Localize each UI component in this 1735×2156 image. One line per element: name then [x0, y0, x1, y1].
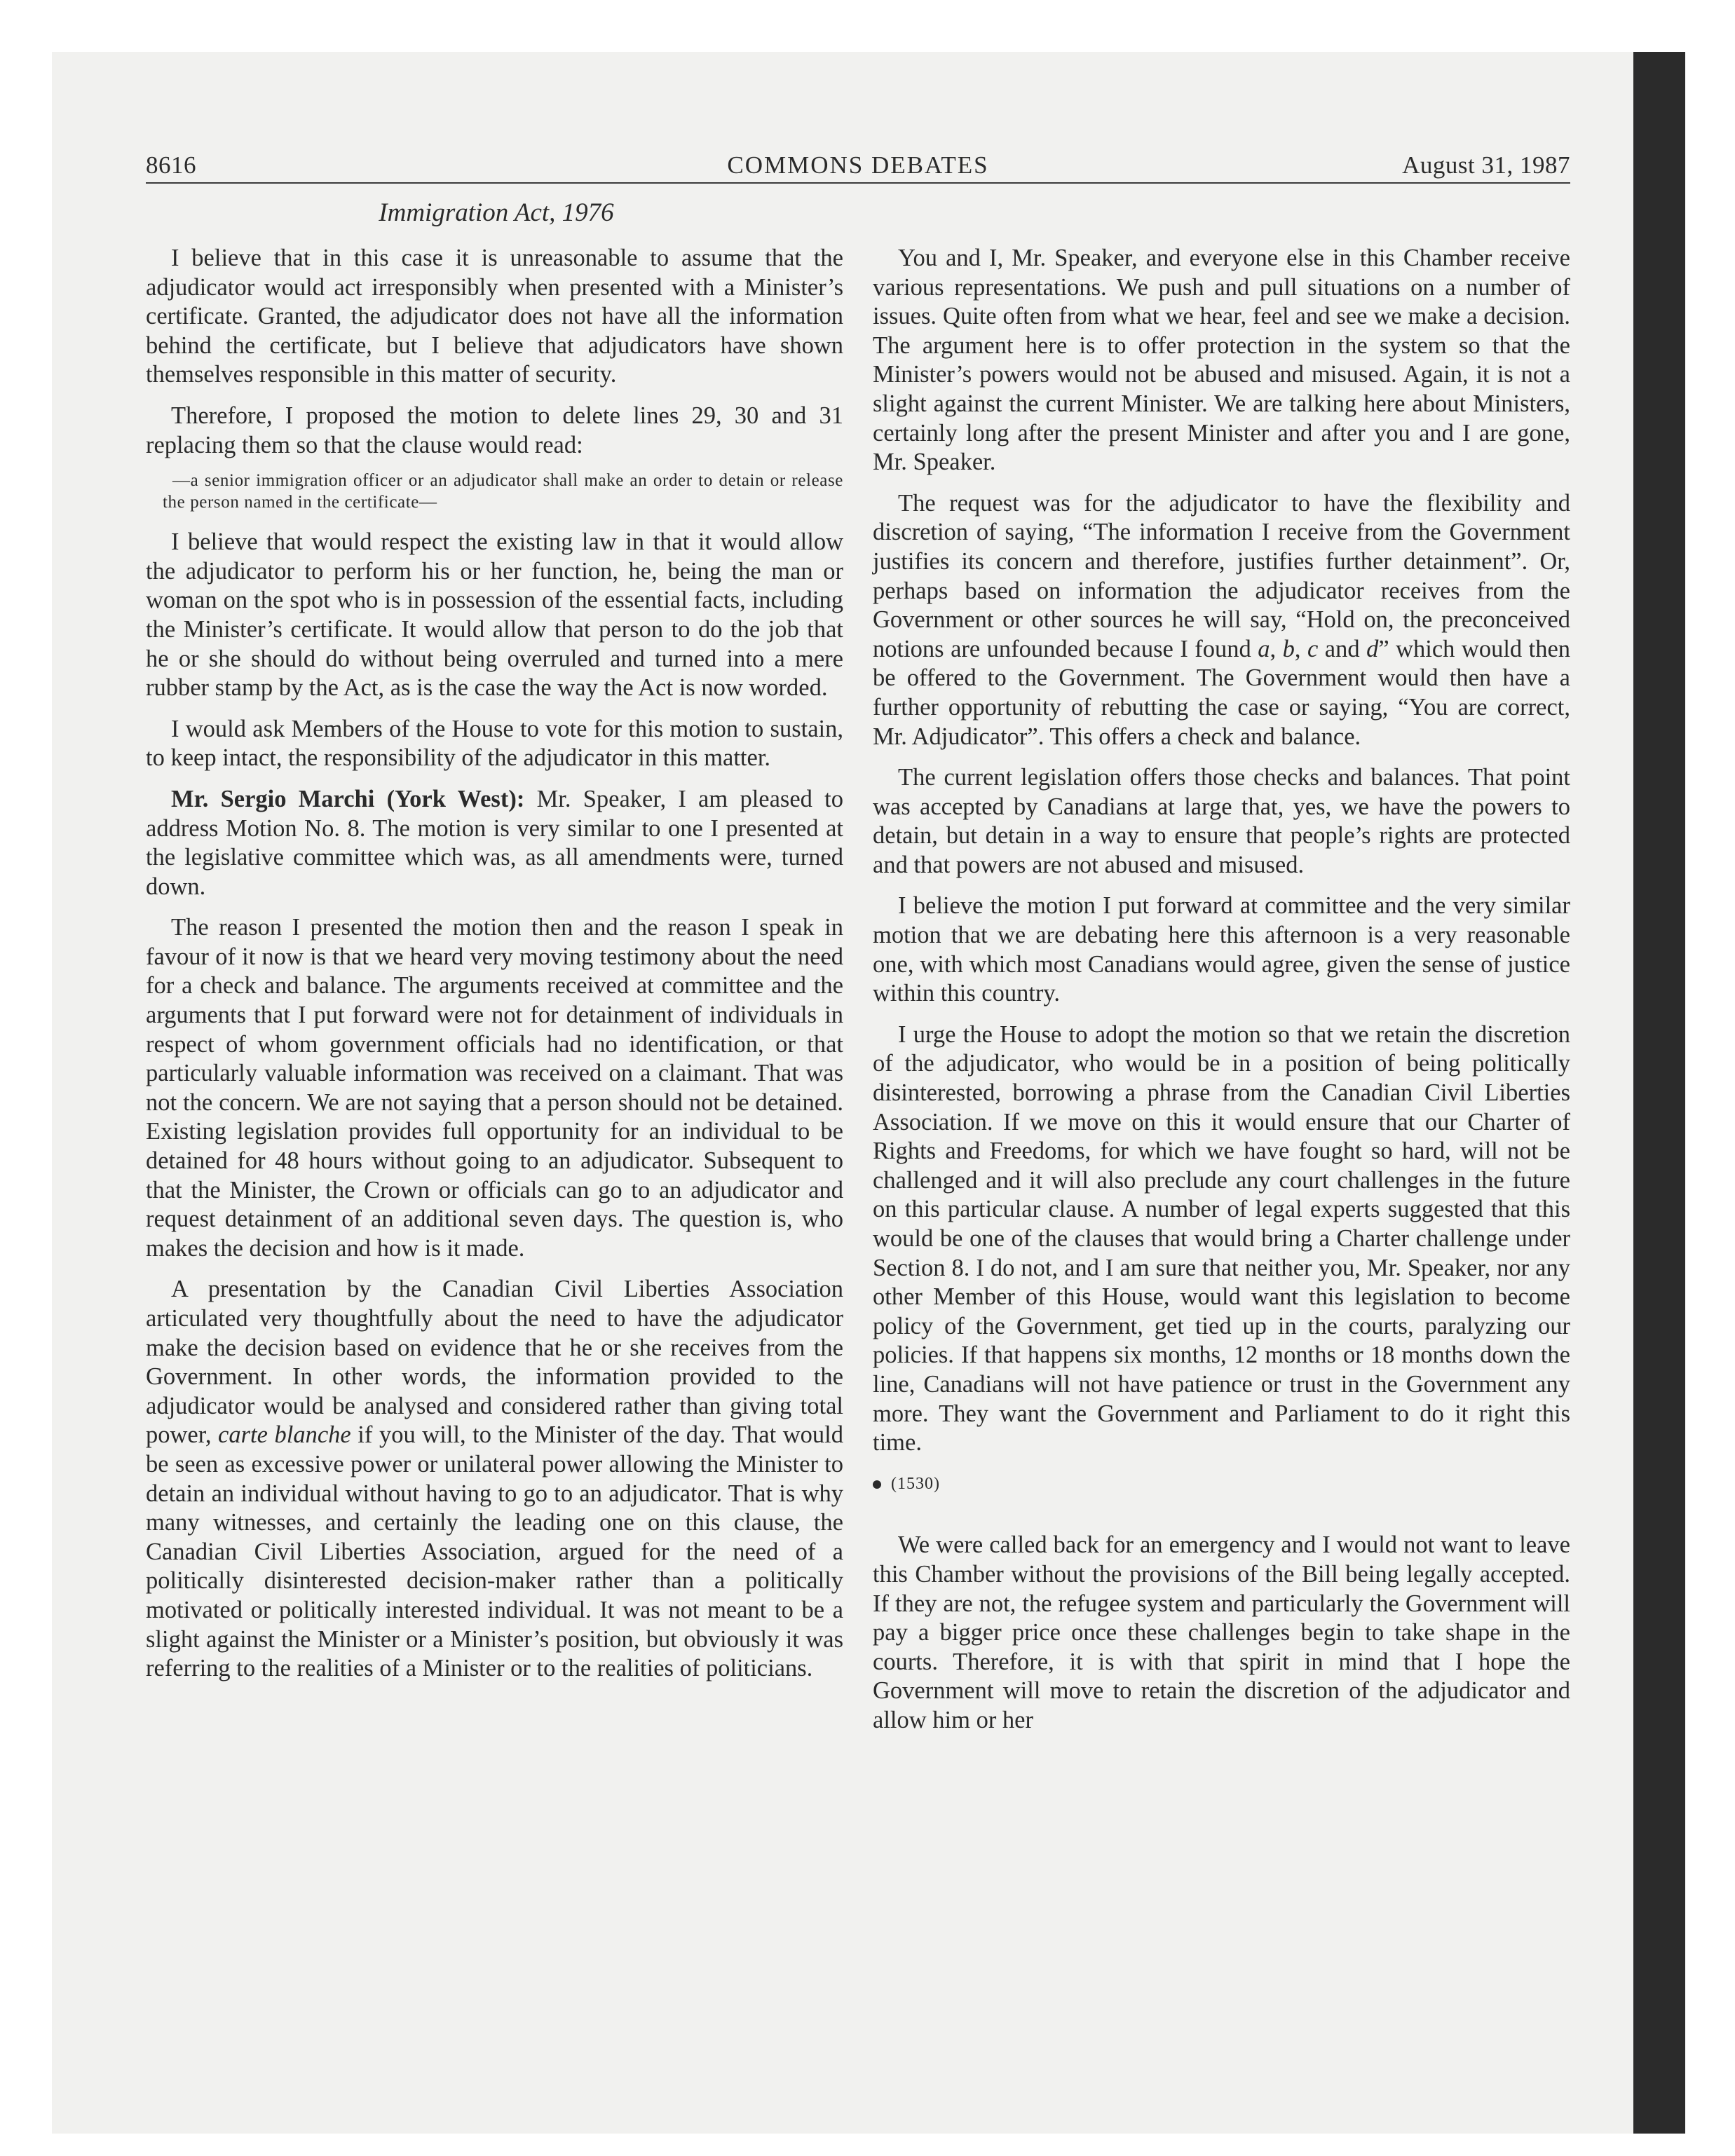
scan-edge-bar [1633, 52, 1685, 2134]
italic-letter: b [1282, 635, 1295, 662]
speech-text: Mr. Speaker, I am pleased to address Motion No. 8. The motion is very similar to one I presented at the legislative committee which was, as all amendments were, turned down. [146, 785, 843, 900]
paragraph: Therefore, I proposed the motion to delete lines 29, 30 and 31 replacing them so that the clause would read: [146, 402, 843, 458]
text-run: , [1294, 635, 1307, 662]
text-run: A presentation by the Canadian Civil Liberties Association articulated very thoughtfully about the need to have the adjudicator make the decision based on evidence that he or she receives from the Government. In other words, the information provided to the adjudicator would be analysed and considered rather than giving total power, [146, 1276, 843, 1449]
paragraph [146, 785, 843, 901]
time-marker [873, 1470, 1570, 1499]
italic-term: carte blanche [218, 1421, 351, 1449]
bullet-icon [873, 1480, 881, 1489]
journal-title: COMMONS DEBATES [727, 151, 989, 179]
paragraph: I believe the motion I put forward at committee and the very similar motion that we are debating here this afternoon is a very reasonable one, with which most Canadians would agree, given the sense of justice within this country. [873, 892, 1570, 1007]
running-title: Immigration Act, 1976 [379, 198, 614, 227]
paragraph [146, 1275, 843, 1683]
paragraph: The reason I presented the motion then and the reason I speak in favour of it now is that we heard very moving testimony about the need for a check and balance. The arguments received at committee and the arguments that I put forward were not for detainment of individuals in respect of whom government officials had no identification, or that particularly valuable information was received on a claimant. That was not the concern. We are not saying that a person should not be detained. Existing legislation provides full opportunity for an individual to be detained for 48 hours without going to an adjudicator. Subsequent to that the Minister, the Crown or officials can go to an adjudicator and request detainment of an additional seven days. The question is, who makes the decision and how is it made. [146, 914, 843, 1262]
paragraph: I urge the House to adopt the motion so that we retain the discretion of the adjudicator, who would be in a position of being politically disinterested, borrowing a phrase from the Canadian Civil Liberties Association. If we move on this it would ensure that our Charter of Rights and Freedoms, for which we have fought so hard, will not be challenged and it will also preclude any court challenges in the future on this particular clause. A number of legal experts suggested that this would be one of the clauses that would bring a Charter challenge under Section 8. I do not, and I am sure that neither you, Mr. Speaker, nor any other Member of this House, would want this legislation to become policy of the Government, get tied up in the courts, paralyzing our policies. If that happens six months, 12 months or 18 months down the line, Canadians will not have patience or trust in the Government any more. They want the Government and Parliament to do it right this time. [873, 1021, 1570, 1456]
right-column [873, 244, 1570, 1747]
text-run: The request was for the adjudicator to have the flexibility and discretion of saying, “The information I receive from the Government justifies its concern and therefore, justifies further detainment”. Or, perhaps based on information the adjudicator receives from the Government or other sources he will say, “Hold on, the preconceived notions are unfounded because I found [873, 489, 1570, 662]
page-number: 8616 [146, 151, 196, 179]
text-run: if you will, to the Minister of the day. That would be seen as excessive power or unilateral power allowing the Minister to detain an individual without having to go to an adjudicator. That is why many witnesses, and certainly the leading one on this clause, the Canadian Civil Liberties Association, argued for the need of a politically disinterested decision-maker rather than a politically motivated or politically interested individual. It was not meant to be a slight against the Minister or a Minister’s position, but obviously it was referring to the realities of a Minister or to the realities of politicians. [146, 1421, 843, 1682]
paragraph: We were called back for an emergency and I would not want to leave this Chamber without the provisions of the Bill being legally accepted. If they are not, the refugee system and particularly the Government will pay a bigger price once these challenges begin to take shape in the courts. Therefore, it is with that spirit in mind that I hope the Government will move to retain the discretion of the adjudicator and allow him or her [873, 1531, 1570, 1733]
time-marker-label: (1530) [891, 1474, 940, 1493]
text-run: and [1318, 635, 1367, 662]
quoted-clause: —a senior immigration officer or an adjudicator shall make an order to detain or release the person named in the certificate— [163, 471, 843, 512]
italic-letter: c [1307, 635, 1319, 662]
paragraph [873, 489, 1570, 751]
header-date: August 31, 1987 [1402, 151, 1570, 179]
left-column [146, 244, 843, 1696]
speaker-name: Mr. Sergio Marchi (York West): [171, 785, 525, 812]
italic-letter: d [1366, 635, 1379, 662]
page-header [146, 146, 1570, 184]
paragraph: You and I, Mr. Speaker, and everyone else in this Chamber receive various representations. We push and pull situations on a number of issues. Quite often from what we hear, feel and see we make a decision. The argument here is to offer protection in the system so that the Minister’s powers would not be abused and misused. Again, it is not a slight against the current Minister. We are talking here about Ministers, certainly long after the present Minister and after you and I are gone, Mr. Speaker. [873, 245, 1570, 476]
paragraph: The current legislation offers those checks and balances. That point was accepted by Canadians at large that, yes, we have the powers to detain, but detain in a way to ensure that people’s rights are protected and that powers are not abused and misused. [873, 764, 1570, 878]
text-run: ” which would then be offered to the Government. The Government would then have a further opportunity of rebutting the case or saying, “You are correct, Mr. Adjudicator”. This offers a check and balance. [873, 635, 1571, 750]
paragraph: I believe that would respect the existing law in that it would allow the adjudicator to perform his or her function, he, being the man or woman on the spot who is in possession of the essential facts, including the Minister’s certificate. It would allow that person to do the job that he or she should do without being overruled and turned into a mere rubber stamp by the Act, as is the case the way the Act is now worded. [146, 528, 843, 702]
italic-letter: a [1258, 635, 1270, 662]
paragraph: I would ask Members of the House to vote for this motion to sustain, to keep intact, the responsibility of the adjudicator in this matter. [146, 715, 843, 772]
text-run: , [1270, 635, 1283, 662]
paragraph: I believe that in this case it is unreasonable to assume that the adjudicator would act irresponsibly when presented with a Minister’s certificate. Granted, the adjudicator does not have all the information behind the certificate, but I believe that adjudicators have shown themselves responsible in this matter of security. [146, 245, 843, 388]
